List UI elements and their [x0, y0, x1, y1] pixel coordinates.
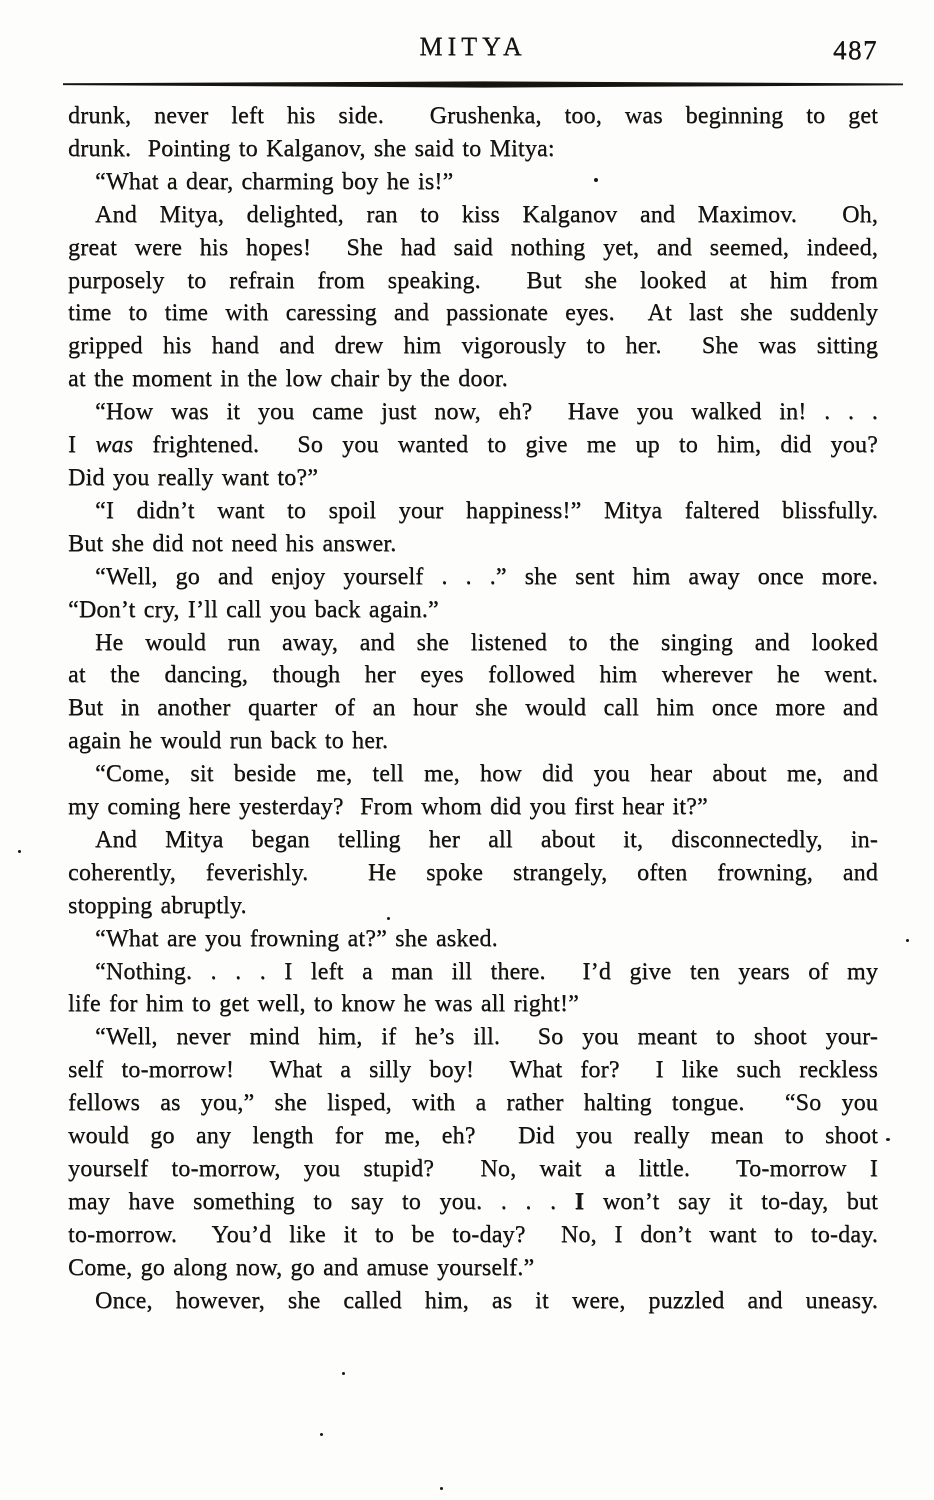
text-line: Once, however, she called him, as it were, puzzled and uneasy. — [95, 1287, 878, 1314]
text-line: purposely to refrain from speaking. But she looked at him from — [68, 267, 878, 294]
page-number: 487 — [833, 35, 878, 65]
italic-text: was — [95, 432, 134, 459]
text-line: He would run away, and she listened to the singing and looked — [95, 629, 878, 656]
scan-speck — [906, 939, 909, 942]
text-line: drunk. Pointing to Kalganov, she said to Mitya: — [68, 135, 555, 162]
text-line: at the moment in the low chair by the door. — [68, 366, 508, 393]
text-line: “Don’t cry, I’ll call you back again.” — [68, 596, 439, 623]
text-line: would go any length for me, eh? Did you really mean to shoot — [68, 1123, 878, 1150]
bold-text: I — [574, 1188, 585, 1215]
text-line: again he would run back to her. — [68, 728, 389, 755]
scan-speck — [387, 917, 390, 920]
text-line: I was frightened. So you wanted to give me up to him, did you? — [68, 432, 878, 459]
scan-speck — [320, 1433, 323, 1436]
text-line: at the dancing, though her eyes followed him wherever he went. — [68, 662, 878, 689]
text-line: And Mitya, delighted, ran to kiss Kalganov and Maximov. Oh, — [95, 201, 878, 228]
text-line: fellows as you,” she lisped, with a rather halting tongue. “So you — [68, 1090, 878, 1117]
text-line: But she did not need his answer. — [68, 530, 397, 557]
text-line: great were his hopes! She had said nothing yet, and seemed, indeed, — [68, 234, 878, 261]
scan-speck — [342, 1372, 345, 1375]
text-line: But in another quarter of an hour she would call him once more and — [68, 695, 878, 722]
text-line: may have something to say to you. . . . I won’t say it to-day, but — [68, 1188, 879, 1215]
text-line: to-morrow. You’d like it to be to-day? No, I don’t want to to-day. — [68, 1221, 878, 1248]
chapter-title: MITYA — [419, 32, 527, 61]
scan-speck — [594, 178, 598, 182]
text-line: Did you really want to?” — [68, 464, 319, 491]
scan-speck — [18, 850, 21, 853]
scan-speck — [886, 1138, 890, 1141]
text-line: yourself to-morrow, you stupid? No, wait a little. To-morrow I — [68, 1156, 878, 1182]
text-line: Come, go along now, go and amuse yourself.” — [68, 1254, 535, 1281]
text-line: “Well, never mind him, if he’s ill. So you meant to shoot your- — [95, 1024, 878, 1051]
text-line: “What a dear, charming boy he is!” — [95, 168, 454, 195]
text-line: stopping abruptly. — [68, 892, 247, 919]
text-line: life for him to get well, to know he was all right!” — [68, 991, 579, 1018]
text-line: gripped his hand and drew him vigorously to her. She was sitting — [68, 333, 878, 360]
text-line: And Mitya began telling her all about it, disconnectedly, in- — [95, 826, 878, 853]
header-rule — [63, 81, 903, 89]
page-body — [68, 100, 878, 1318]
scan-speck — [440, 1487, 443, 1490]
text-line: “I didn’t want to spoil your happiness!” Mitya faltered blissfully. — [95, 497, 878, 524]
text-line: “Come, sit beside me, tell me, how did you hear about me, and — [95, 761, 878, 788]
text-line: drunk, never left his side. Grushenka, too, was beginning to get — [68, 103, 878, 129]
text-line: self to-morrow! What a silly boy! What for? I like such reckless — [68, 1057, 878, 1084]
text-line: my coming here yesterday? From whom did you first hear it?” — [68, 794, 708, 821]
text-line: coherently, feverishly. He spoke strangely, often frowning, and — [68, 859, 878, 886]
text-line: “Nothing. . . . I left a man ill there. I’d give ten years of my — [95, 958, 878, 985]
text-line: “What are you frowning at?” she asked. — [95, 925, 498, 952]
text-line: “Well, go and enjoy yourself . . .” she sent him away once more. — [95, 563, 878, 590]
running-header — [68, 32, 878, 74]
text-line: “How was it you came just now, eh? Have you walked in! . . . — [95, 399, 878, 426]
text-line: time to time with caressing and passionate eyes. At last she suddenly — [68, 300, 878, 327]
